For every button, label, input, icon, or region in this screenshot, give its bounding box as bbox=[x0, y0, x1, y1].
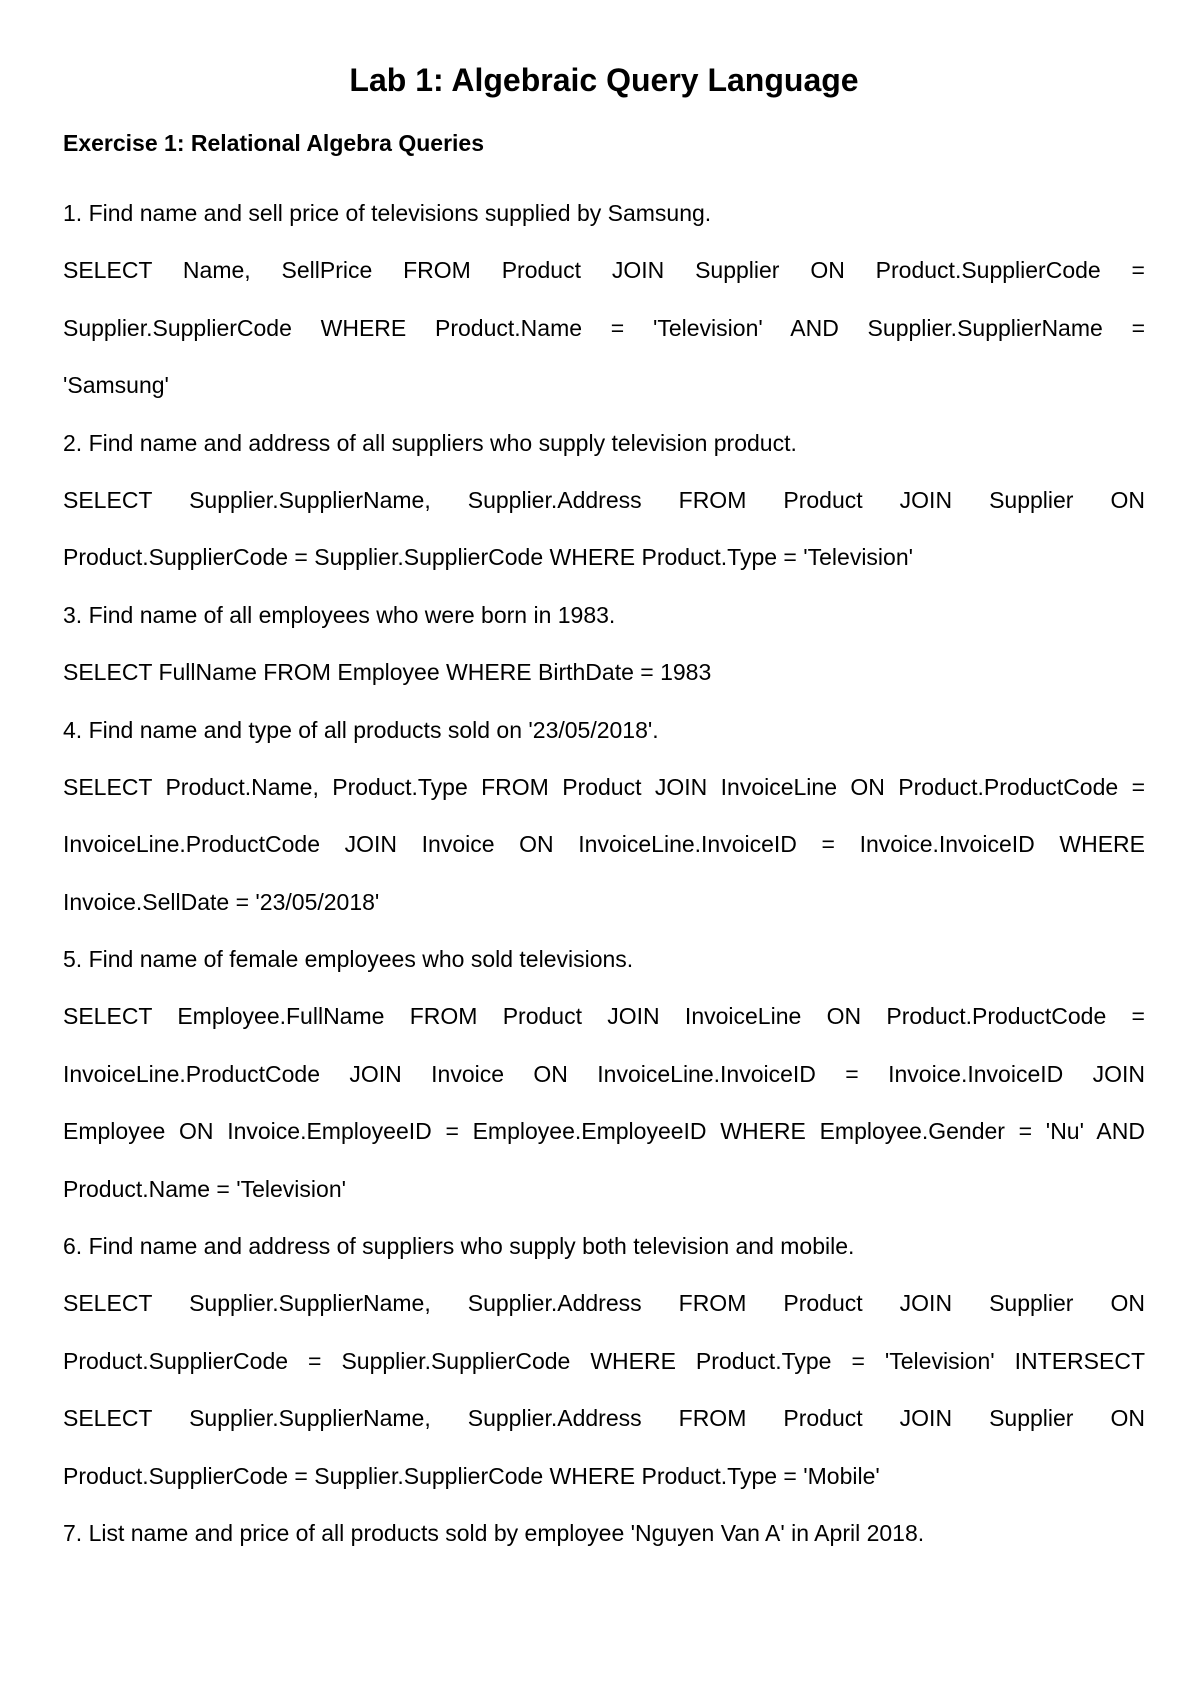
sql-line: SELECT Supplier.SupplierName, Supplier.Address FROM Product JOIN Supplier ON bbox=[63, 486, 1145, 513]
sql-line: Invoice.SellDate = '23/05/2018' bbox=[63, 888, 380, 915]
sql-line: InvoiceLine.ProductCode JOIN Invoice ON InvoiceLine.InvoiceID = Invoice.InvoiceID JOIN bbox=[63, 1060, 1145, 1087]
question-line: 3. Find name of all employees who were born in 1983. bbox=[63, 601, 616, 628]
sql-line: InvoiceLine.ProductCode JOIN Invoice ON InvoiceLine.InvoiceID = Invoice.InvoiceID WHERE bbox=[63, 831, 1145, 858]
question-line: 4. Find name and type of all products sold on '23/05/2018'. bbox=[63, 716, 659, 743]
sql-line: Employee ON Invoice.EmployeeID = Employee.EmployeeID WHERE Employee.Gender = 'Nu' AND bbox=[63, 1118, 1145, 1145]
sql-line: SELECT Product.Name, Product.Type FROM Product JOIN InvoiceLine ON Product.ProductCode = bbox=[63, 773, 1145, 800]
sql-line: Supplier.SupplierCode WHERE Product.Name = 'Television' AND Supplier.SupplierName = bbox=[63, 314, 1145, 341]
sql-line: SELECT Supplier.SupplierName, Supplier.Address FROM Product JOIN Supplier ON bbox=[63, 1405, 1145, 1432]
exercise-heading: Exercise 1: Relational Algebra Queries bbox=[63, 130, 484, 156]
sql-line: Product.SupplierCode = Supplier.SupplierCode WHERE Product.Type = 'Television' INTERSECT bbox=[63, 1347, 1145, 1374]
question-line: 7. List name and price of all products sold by employee 'Nguyen Van A' in April 2018. bbox=[63, 1519, 925, 1546]
question-line: 1. Find name and sell price of televisions supplied by Samsung. bbox=[63, 200, 712, 226]
document-body bbox=[63, 185, 1145, 1562]
sql-line: 'Samsung' bbox=[63, 372, 169, 399]
document-title: Lab 1: Algebraic Query Language bbox=[349, 62, 859, 98]
sql-line: SELECT FullName FROM Employee WHERE BirthDate = 1983 bbox=[63, 659, 712, 686]
question-line: 2. Find name and address of all suppliers who supply television product. bbox=[63, 429, 797, 456]
sql-line: Product.Name = 'Television' bbox=[63, 1175, 346, 1202]
sql-line: SELECT Name, SellPrice FROM Product JOIN Supplier ON Product.SupplierCode = bbox=[63, 257, 1145, 284]
sql-line: Product.SupplierCode = Supplier.SupplierCode WHERE Product.Type = 'Television' bbox=[63, 544, 914, 571]
question-line: 6. Find name and address of suppliers who supply both television and mobile. bbox=[63, 1233, 855, 1260]
sql-line: SELECT Supplier.SupplierName, Supplier.Address FROM Product JOIN Supplier ON bbox=[63, 1290, 1145, 1317]
question-line: 5. Find name of female employees who sold televisions. bbox=[63, 946, 634, 973]
sql-line: SELECT Employee.FullName FROM Product JOIN InvoiceLine ON Product.ProductCode = bbox=[63, 1003, 1145, 1030]
sql-line: Product.SupplierCode = Supplier.SupplierCode WHERE Product.Type = 'Mobile' bbox=[63, 1462, 880, 1489]
